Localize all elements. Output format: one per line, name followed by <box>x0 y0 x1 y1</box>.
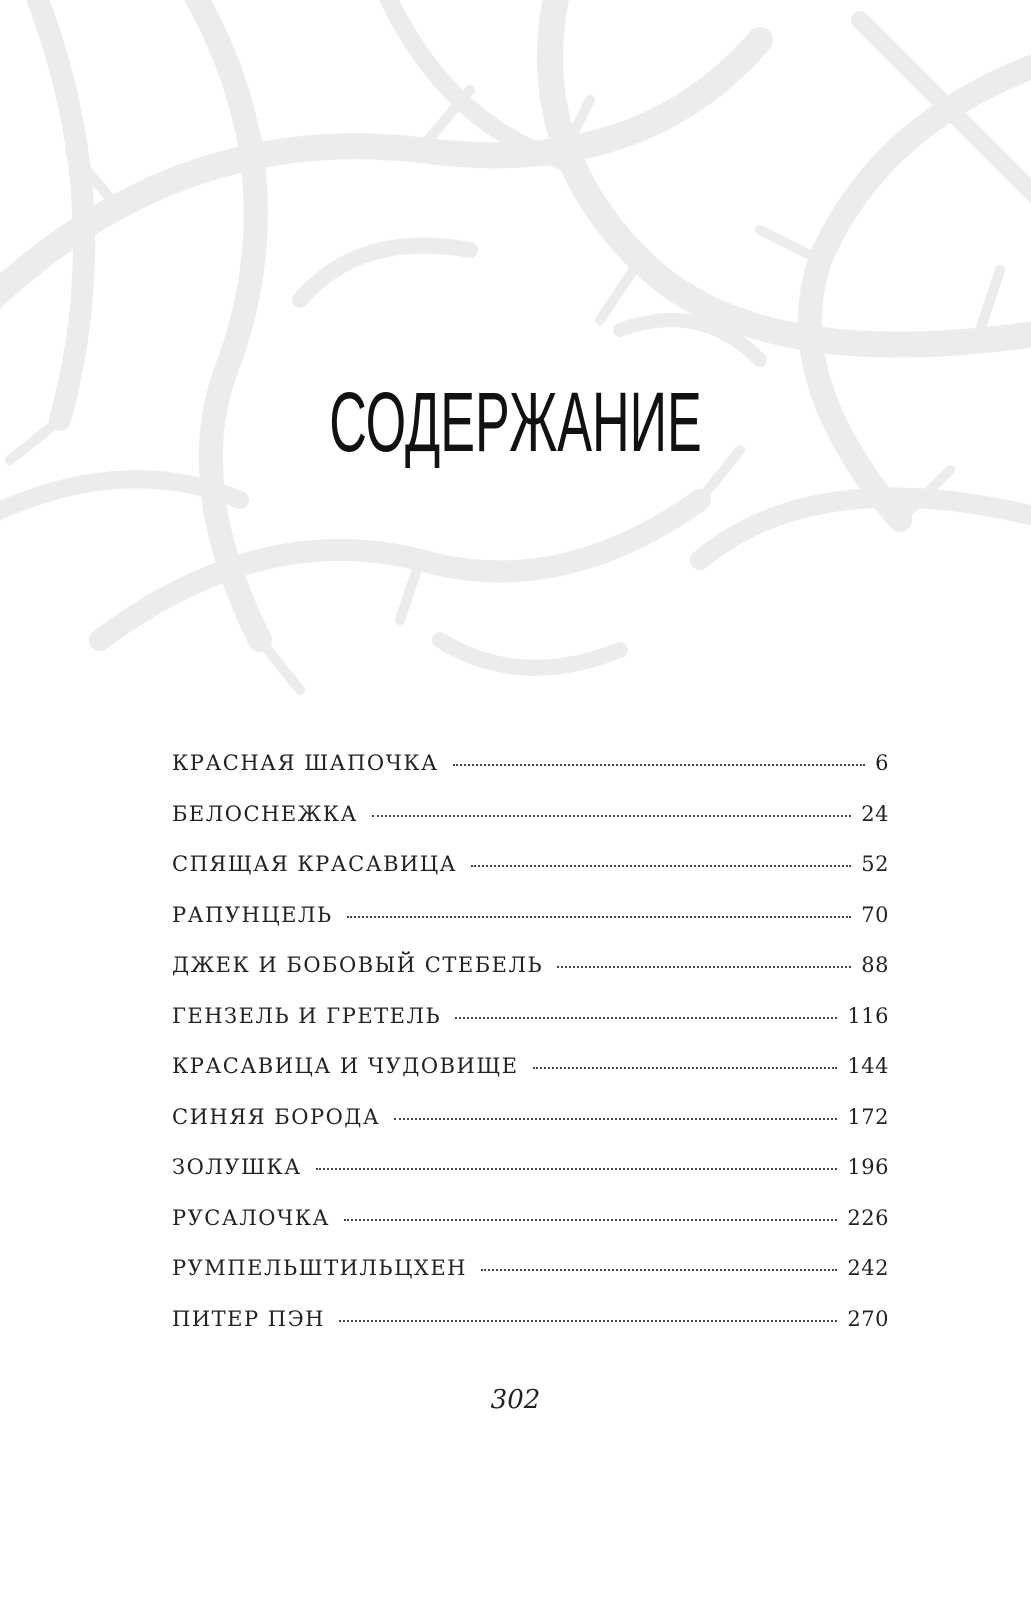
page-title: СОДЕРЖАНИЕ <box>329 375 702 469</box>
toc-entry-title: БЕЛОСНЕЖКА <box>172 801 358 826</box>
dot-leader <box>339 1320 837 1322</box>
toc-entry-page: 270 <box>847 1306 889 1331</box>
dot-leader <box>481 1269 837 1271</box>
toc-entry[interactable] <box>172 738 889 789</box>
toc-entry-title: РУМПЕЛЬШТИЛЬЦХЕН <box>172 1256 467 1280</box>
toc-entry-page: 144 <box>847 1054 889 1078</box>
toc-entry-title: КРАСНАЯ ШАПОЧКА <box>172 751 439 775</box>
toc-entry[interactable] <box>172 789 889 840</box>
toc-entry-title: ПИТЕР ПЭН <box>172 1306 325 1331</box>
toc-entry-page: 172 <box>847 1104 889 1129</box>
toc-entry[interactable] <box>172 839 889 890</box>
dot-leader <box>471 865 851 867</box>
page-number: 302 <box>490 1385 541 1415</box>
toc-entry[interactable] <box>172 1243 889 1294</box>
dot-leader <box>455 1017 837 1019</box>
toc-entry-title: РАПУНЦЕЛЬ <box>172 902 333 927</box>
toc-entry[interactable] <box>172 991 889 1042</box>
toc-entry-title: РУСАЛОЧКА <box>172 1205 330 1230</box>
dot-leader <box>557 966 851 968</box>
toc-entry[interactable] <box>172 940 889 991</box>
toc-entry-title: ДЖЕК И БОБОВЫЙ СТЕБЕЛЬ <box>172 953 544 977</box>
toc-entry-page: 6 <box>875 751 889 775</box>
toc-entry-page: 116 <box>847 1003 889 1028</box>
toc-entry-page: 70 <box>861 902 889 927</box>
toc-entry[interactable] <box>172 1142 889 1193</box>
toc-entry-page: 88 <box>861 953 889 977</box>
dot-leader <box>533 1067 838 1069</box>
toc-entry-page: 226 <box>847 1205 889 1230</box>
toc-entry-title: ЗОЛУШКА <box>172 1155 302 1179</box>
toc-entry-page: 196 <box>847 1155 889 1179</box>
toc-entry[interactable] <box>172 1092 889 1143</box>
toc-entry-page: 242 <box>847 1256 889 1280</box>
table-of-contents <box>172 738 889 1344</box>
dot-leader <box>394 1118 837 1120</box>
toc-entry-title: СИНЯЯ БОРОДА <box>172 1104 381 1129</box>
toc-entry[interactable] <box>172 1294 889 1345</box>
toc-entry-title: СПЯЩАЯ КРАСАВИЦА <box>172 852 458 876</box>
dot-leader <box>347 916 852 918</box>
toc-entry[interactable] <box>172 1193 889 1244</box>
toc-entry-page: 24 <box>861 801 889 826</box>
toc-entry-title: ГЕНЗЕЛЬ И ГРЕТЕЛЬ <box>172 1003 442 1028</box>
toc-entry[interactable] <box>172 1041 889 1092</box>
dot-leader <box>316 1168 838 1170</box>
toc-entry-title: КРАСАВИЦА И ЧУДОВИЩЕ <box>172 1054 519 1078</box>
toc-entry-page: 52 <box>861 852 889 876</box>
dot-leader <box>344 1219 838 1221</box>
toc-entry[interactable] <box>172 890 889 941</box>
dot-leader <box>372 815 851 817</box>
dot-leader <box>453 764 866 766</box>
